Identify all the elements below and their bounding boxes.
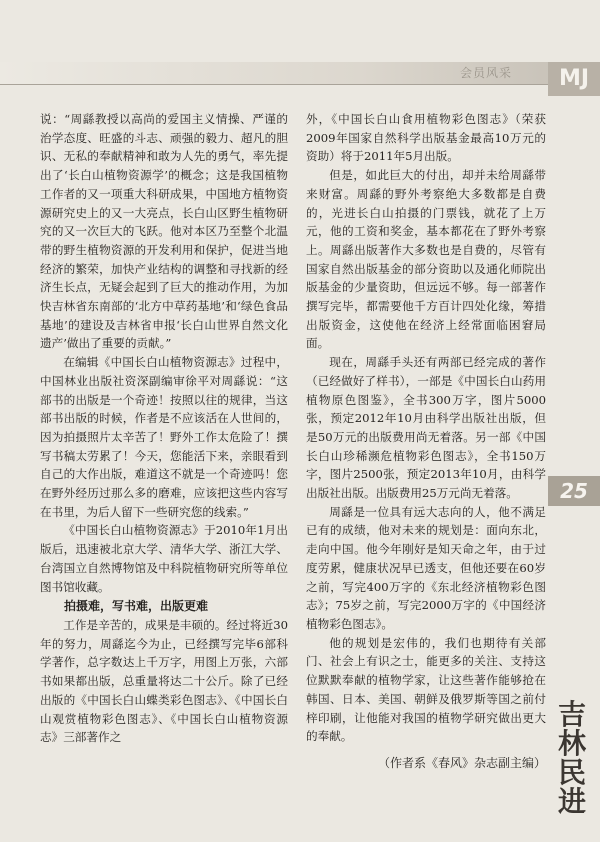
byline-gap <box>306 746 546 754</box>
left-paragraph-3: 《中国长白山植物资源志》于2010年1月出版后，迅速被北京大学、清华大学、浙江大学、台湾国立自然博物馆及中科院植物研究所等单位图书馆收藏。 <box>40 523 288 594</box>
right-paragraph-4: 周繇是一位具有远大志向的人，他不满足已有的成绩，他对未来的规划是：面向东北，走向中国。他今年刚好是知天命之年，由于过度劳累，健康状况早已透支，但他还要在60岁之前，写完400万字的《东北经济植物彩色图志》；75岁之前，写完2000万字的《中国经济植物彩色图志》。 <box>306 504 546 631</box>
author-byline: （作者系《春风》杂志副主编） <box>377 755 546 770</box>
section-label: 会员风采 <box>460 66 513 80</box>
header-rule <box>0 84 548 85</box>
right-paragraph-3: 现在，周繇手头还有两部已经完成的著作（已经做好了样书），一部是《中国长白山药用植物原色图鉴》，全书300万字，图片5000张，预定2012年10月由科学出版社出版，但是50万元的出版费用尚无着落。另一部《中国长白山珍稀濒危植物彩色图志》，全书150万字，图片2500张，预定2013年10月，由科学出版社出版。出版费用25万元尚无着落。 <box>306 355 546 501</box>
mj-logo: MJ <box>548 62 600 96</box>
right-paragraph-5: 他的规划是宏伟的，我们也期待有关部门、社会上有识之士，能更多的关注、支持这位默默奉献的植物学家，让这些著作能够抢在韩国、日本、美国、朝鲜及俄罗斯等国之前付梓印刷，让他能对我国的植物学研究做出更大的奉献。 <box>306 635 546 744</box>
right-paragraph-1: 外，《中国长白山食用植物彩色图志》（荣获2009年国家自然科学出版基金最高10万元的资助）将于2011年5月出版。 <box>306 112 546 164</box>
left-paragraph-1: 说：“周繇教授以高尚的爱国主义情操、严谨的治学态度、旺盛的斗志、顽强的毅力、超凡的胆识、无私的奉献精神和敢为人先的勇气，率先提出了‘长白山植物资源学’的概念；这是我国植物工作者的又一项重大科研成果，中国地方植物资源研究史上的又一大亮点，长白山区野生植物研究的又一次巨大的飞跃。他对本区乃至整个北温带的野生植物资源的开发利用和保护，促进当地经济的繁荣，加快产业结构的调整和寻找新的经济生长点，无疑会起到了巨大的推动作用，为加快吉林省东南部的‘北方中草药基地’和‘绿色食品基地’的建设及吉林省申报‘长白山世界自然文化遗产’做出了重要的贡献。” <box>40 112 288 351</box>
right-column <box>306 110 546 773</box>
jilin-minjin-stamp: 吉林民进 <box>557 698 586 818</box>
page-number: 25 <box>548 476 600 506</box>
left-paragraph-2: 在编辑《中国长白山植物资源志》过程中，中国林业出版社资深副编审徐平对周繇说：“这部书的出版是一个奇迹！按照以往的规律，当这部书出版的时候，作者是不应该活在人世间的，因为拍摄照片太辛苦了！野外工作太危险了！撰写书稿太劳累了！今天，您能活下来，亲眼看到自己的大作出版，难道这不就是一个奇迹吗！您在野外经历过那么多的磨难，应该把这些内容写在书里，为后人留下一些研究您的线索。” <box>40 355 288 519</box>
left-column <box>40 110 288 747</box>
left-paragraph-4: 工作是辛苦的，成果是丰硕的。经过将近30年的努力，周繇迄今为止，已经撰写完毕6部科学著作，总字数达上千万字，用图上万张，六部书如果都出版，总重量将达二十公斤。除了已经出版的《中国长白山蝶类彩色图志》、《中国长白山观赏植物彩色图志》、《中国长白山植物资源志》三部著作之 <box>40 617 288 745</box>
section-subheading: 拍摄难，写书难，出版更难 <box>64 599 209 614</box>
right-paragraph-2: 但是，如此巨大的付出，却并未给周繇带来财富。周繇的野外考察绝大多数都是自费的，光进长白山拍摄的门票钱，就花了上万元，他的工资和奖金，基本都花在了野外考察上。周繇出版著作大多数也是自费的，尽管有国家自然出版基金的部分资助以及通化师院出版基金的少量资助，但远远不够。每一部著作撰写完毕，都需要他千方百计四处化缘，筹措出版资金，这使他在经济上经常面临困窘局面。 <box>306 168 546 351</box>
